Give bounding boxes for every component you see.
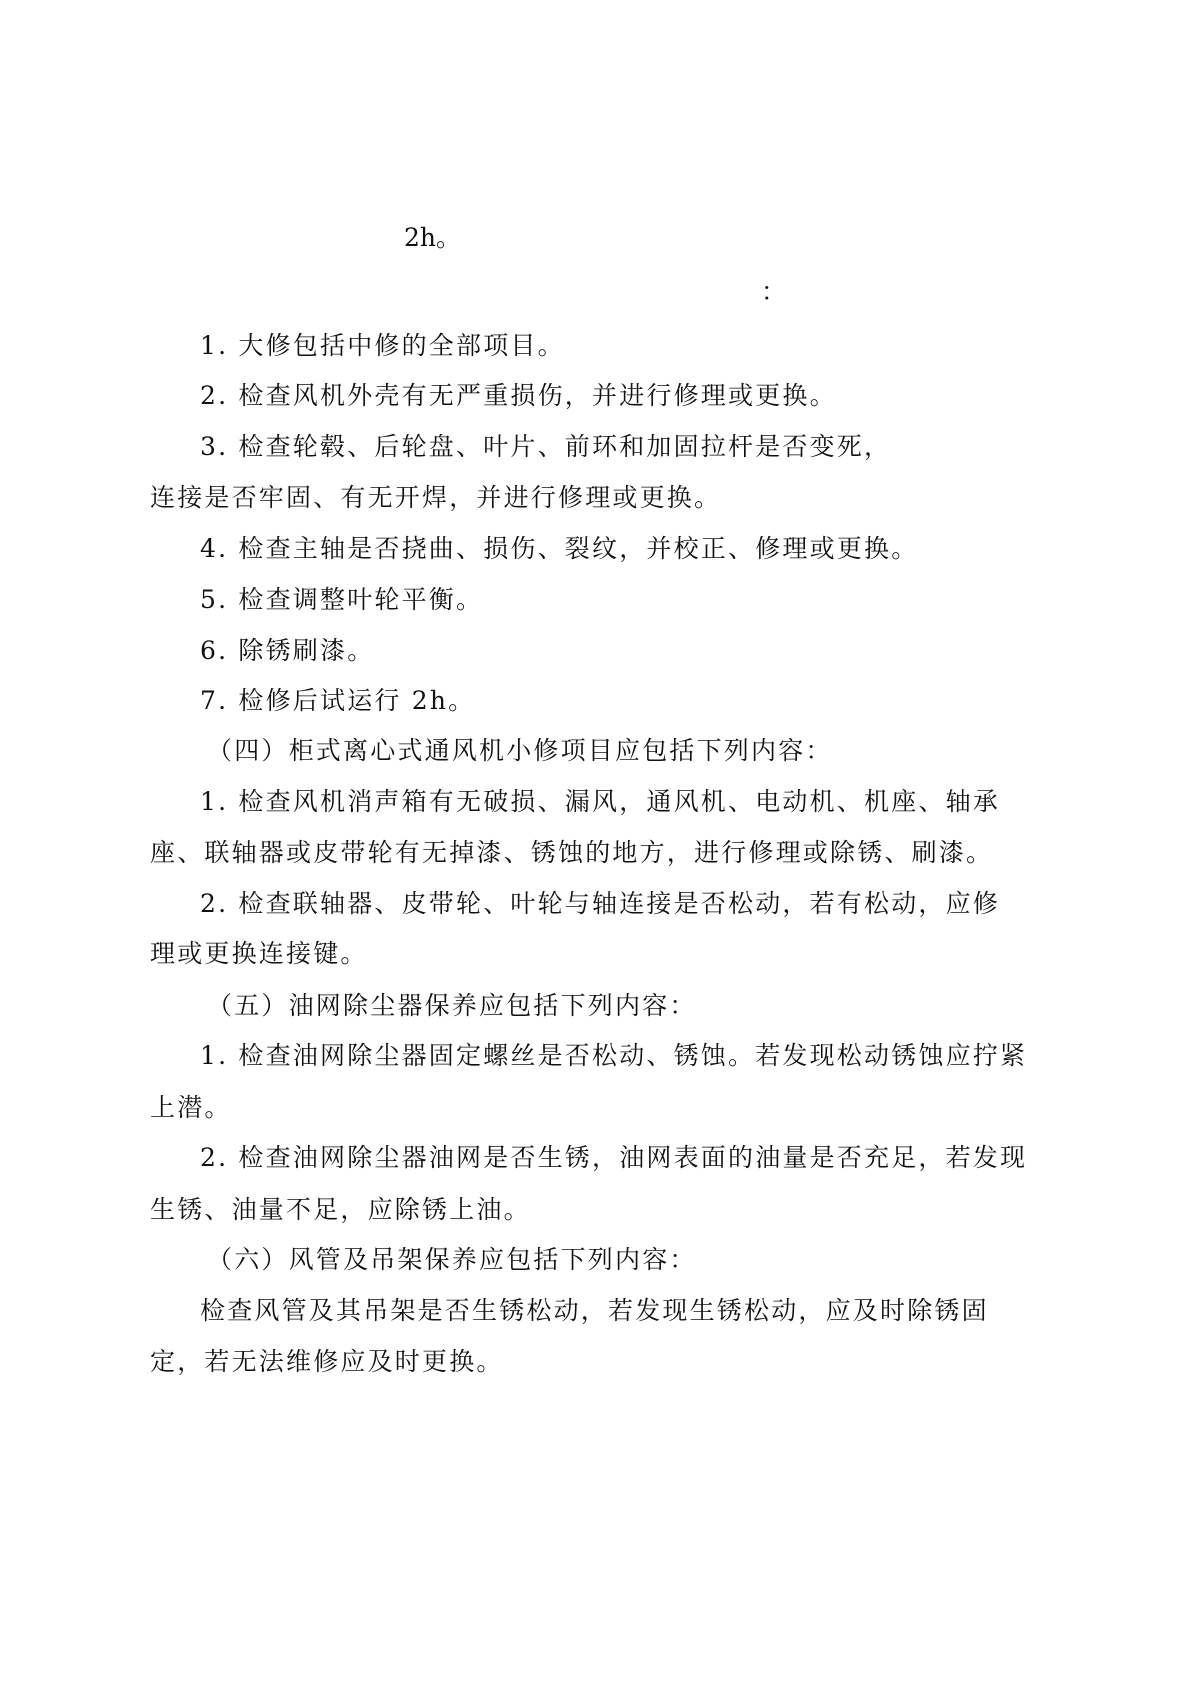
item-3-continuation: 连接是否牢固、有无开焊，并进行修理或更换。 [150,483,722,512]
item-1-overhaul-scope: 1. 大修包括中修的全部项目。 [200,331,565,360]
section-6-body-continuation: 定，若无法维修应及时更换。 [150,1347,504,1376]
section-4-item-2: 2. 检查联轴器、皮带轮、叶轮与轴连接是否松动，若有松动，应修 [200,889,1001,918]
item-2-casing-check: 2. 检查风机外壳有无严重损伤，并进行修理或更换。 [200,381,837,410]
item-6-derust-paint: 6. 除锈刷漆。 [200,636,375,665]
section-6-heading: （六）风管及吊架保养应包括下列内容： [207,1245,697,1274]
section-5-item-1-continuation: 上潜。 [150,1093,232,1122]
item-5-balance: 5. 检查调整叶轮平衡。 [200,585,484,614]
item-7-test-run: 7. 检修后试运行 2h。 [200,686,476,715]
section-4-item-2-continuation: 理或更换连接键。 [150,939,368,968]
colon-fragment: ： [761,277,787,306]
item-4-shaft-check: 4. 检查主轴是否挠曲、损伤、裂纹，并校正、修理或更换。 [200,534,919,563]
section-5-heading: （五）油网除尘器保养应包括下列内容： [207,991,697,1020]
section-4-item-1-continuation: 座、联轴器或皮带轮有无掉漆、锈蚀的地方，进行修理或除锈、刷漆。 [150,838,994,867]
section-6-body: 检查风管及其吊架是否生锈松动，若发现生锈松动，应及时除锈固 [200,1296,989,1325]
section-5-item-1: 1. 检查油网除尘器固定螺丝是否松动、锈蚀。若发现松动锈蚀应拧紧 [200,1041,1028,1070]
section-4-item-1: 1. 检查风机消声箱有无破损、漏风，通风机、电动机、机座、轴承 [200,787,1001,816]
section-4-heading: （四）柜式离心式通风机小修项目应包括下列内容： [207,736,833,765]
section-5-item-2-continuation: 生锈、油量不足，应除锈上油。 [150,1195,531,1224]
item-3-hub-check: 3. 检查轮毂、后轮盘、叶片、前环和加固拉杆是否变死， [200,432,892,461]
section-5-item-2: 2. 检查油网除尘器油网是否生锈，油网表面的油量是否充足，若发现 [200,1143,1028,1172]
top-fragment-2h: 2h。 [404,223,462,252]
